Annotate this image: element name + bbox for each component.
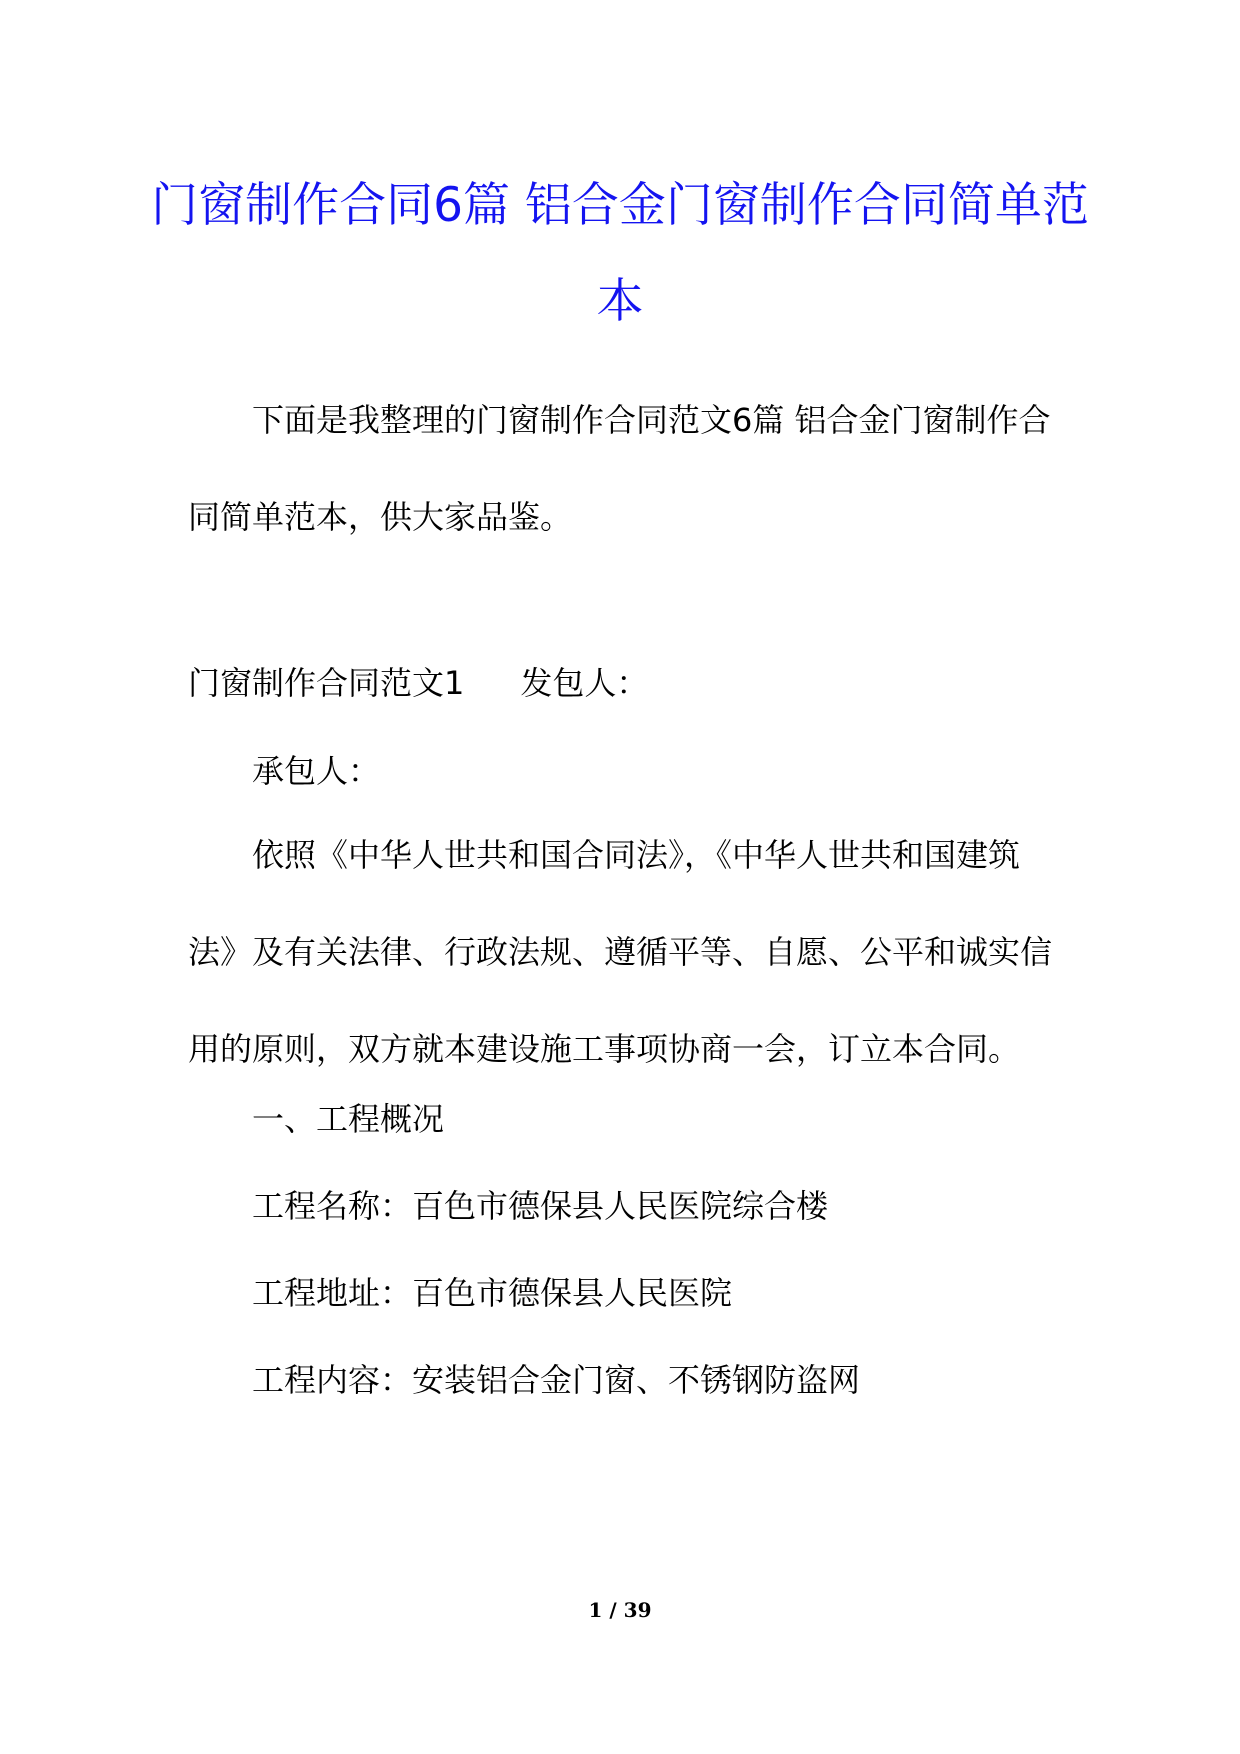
preamble-paragraph: 依照《中华人世共和国合同法》，《中华人世共和国建筑法》及有关法律、行政法规、遵循平等、自愿、公平和诚实信用的原则，双方就本建设施工事项协商一会，订立本合同。 xyxy=(188,836,1053,1068)
project-name: 工程名称：百色市德保县人民医院综合楼 xyxy=(252,1187,829,1225)
party-a-label: 发包人： xyxy=(520,664,649,702)
clause-1-heading: 一、工程概况 xyxy=(252,1100,445,1138)
section-heading: 门窗制作合同范文1 xyxy=(188,664,465,702)
document-title: 门窗制作合同6篇 铝合金门窗制作合同简单范本 xyxy=(151,178,1089,329)
party-b-label: 承包人： xyxy=(252,752,381,790)
intro-paragraph: 下面是我整理的门窗制作合同范文6篇 铝合金门窗制作合同简单范本，供大家品鉴。 xyxy=(188,401,1051,536)
section-heading-line xyxy=(188,658,648,704)
page-indicator: 1 / 39 xyxy=(588,1598,652,1622)
project-content: 工程内容：安装铝合金门窗、不锈钢防盗网 xyxy=(252,1361,861,1399)
project-address: 工程地址：百色市德保县人民医院 xyxy=(252,1274,733,1312)
